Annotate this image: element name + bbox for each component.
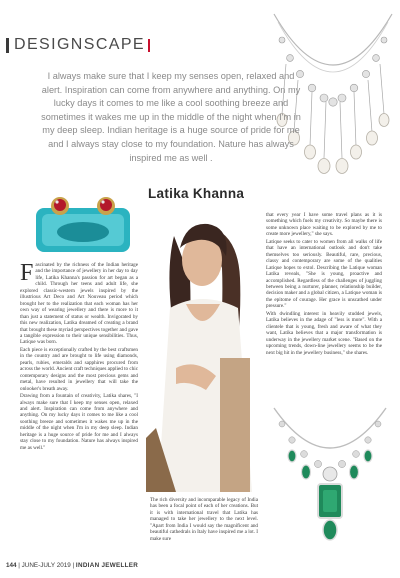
article-paragraph: that every year I have some travel plans as it is something which fuels my creativity. So maybe there is some unknown place waiting to be explored by me to create more jewellery," she says.: [266, 212, 382, 238]
footer-separator: |: [72, 562, 76, 569]
paragraph-text: ascinated by the richness of the Indian heritage and the importance of jewellery in her day to day life, Latika Khanna's passion for art began as a child. Through her teens and adult life, she explored classic-western jewels inspired by the illustrious Art Deco and Art Nouveau period which brought her to the realization that each woman has her own way of wearing jewellery and there is more to it than just a statement of status or wealth. Invigorated by this new realization, Latika dreamed of creating a brand that brought these myriad perspectives together and gave a tangible expression to their unique sensibilities. Thus, Latique was born.: [20, 262, 138, 346]
article-column-right: [266, 212, 382, 357]
article-paragraph: [20, 262, 138, 346]
header-accent-bar: [148, 39, 150, 52]
article-paragraph: Latique seeks to cater to women from all walks of life that have an international outlook and don't take themselves too seriously. Beautiful, rare, precious, classy and contemporary are some of the qualities Latique hopes to extol. Describing the Latique woman Latika reveals, "She is young, proactive and accomplished. Regardless of the challenges of juggling between being a nurturer, planner, relationship builder, decision maker and a global citizen, a Latique woman is the epitome of courage. Her grace is unscathed under pressure.": [266, 238, 382, 310]
section-header: [6, 36, 150, 54]
article-column-middle: [150, 497, 258, 543]
article-column-left: [20, 262, 138, 452]
article-paragraph: Each piece is exceptionally crafted by the best craftsmen in the country and are brought to life using diamonds, pearls, rubies, emeralds and sapphires procured from across the world. Ancient craft techniques applied to chic contemporary designs and the most precious gems and metal, have resulted in jewellery that will take the onlooker's breath away.: [20, 346, 138, 392]
pull-quote: I always make sure that I keep my senses open, relaxed and alert. Inspiration can come from anywhere and anything. On my lucky days it comes to me like a cool soothing breeze and sometimes it wakes me up in the middle of the night when I'm in my deep sleep. Indian heritage is a huge source of pride for me and I always stay close to my foundation. Nature has always inspired me as well .: [41, 71, 301, 163]
turquoise-ring-image: [26, 188, 140, 258]
footer-separator: |: [18, 562, 22, 569]
article-paragraph: Drawing from a fountain of creativity, Latika shares, "I always make sure that I keep my senses open, relaxed and alert. Inspiration can come from anywhere and anything. On my lucky days it comes to me like a cool soothing breeze and sometimes it wakes me up in the middle of the night when I'm in my deep sleep. Indian heritage is a huge source of pride for me and I always stay close to my foundation. Nature has always inspired me as well.": [20, 393, 138, 451]
issue-date: JUNE-JULY 2019: [21, 562, 71, 569]
page-number: 144: [6, 562, 17, 569]
designer-portrait: [146, 208, 262, 492]
designer-name: Latika Khanna: [148, 186, 245, 201]
drop-cap: F: [20, 260, 34, 286]
article-paragraph: The rich diversity and incomparable legacy of India has been a focal point of each of her creations. But it is with international travel that Latika has managed to take her jewellery to the next level. "Apart from India I would say the magnificent and beautiful cathedrals in Italy have inspired me a lot. I make sure: [150, 497, 258, 542]
section-title: DESIGNSCAPE: [14, 36, 145, 53]
magazine-name: INDIAN JEWELLER: [75, 562, 139, 569]
article-paragraph: With dwindling interest in heavily studded jewels, Latika believes in the adage of "less is more". With a clientele that is young, fresh and aware of what they want, Latika believes that a major transformation is underway in the jewellery market scene. "Based on the upcoming trends, down-line jewellery seems to be the next big hit in the jewellery business," she shares.: [266, 310, 382, 356]
page-footer: [6, 562, 138, 569]
emerald-necklace-image: [266, 398, 394, 548]
header-bar: [6, 38, 9, 53]
